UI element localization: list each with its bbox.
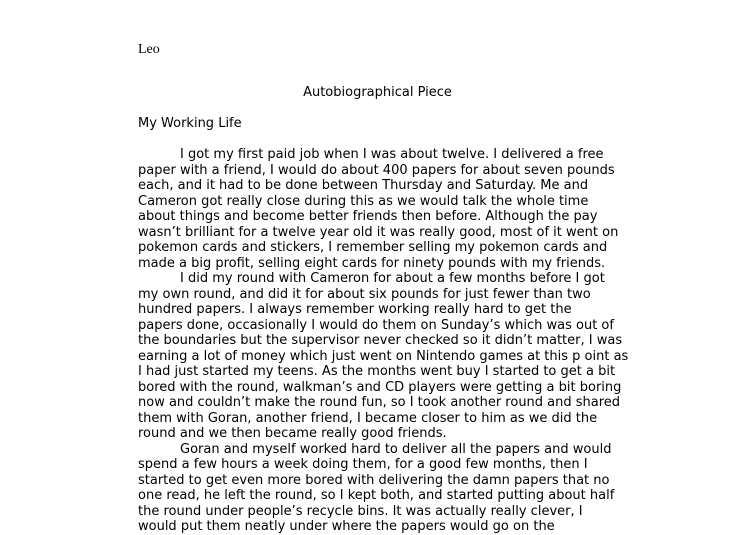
body-line: about things and become better friends then before. Although the pay (138, 209, 598, 224)
body-line: papers done, occasionally I would do them on Sunday’s which was out of (138, 317, 614, 333)
body-line: started to get even more bored with delivering the damn papers that no (138, 472, 610, 488)
body-line: one read, he left the round, so I kept both, and started putting about half (138, 488, 615, 503)
body-line: I got my first paid job when I was about twelve. I delivered a free (180, 147, 604, 162)
body-line: the round under people’s recycle bins. It was actually really clever, I (138, 503, 583, 519)
body-line: pokemon cards and stickers, I remember selling my pokemon cards and (138, 240, 608, 255)
document-subtitle: My Working Life (138, 116, 242, 131)
author-name: Leo (138, 42, 160, 57)
body-line: round and we then became really good friends. (138, 426, 447, 441)
body-line: I had just started my teens. As the months went buy I started to get a bit (138, 364, 616, 379)
body-line: hundred papers. I always remember working really hard to get the (138, 302, 572, 317)
body-line: paper with a friend, I would do about 400 papers for about seven pounds (138, 162, 615, 178)
body-line: Goran and myself worked hard to deliver all the papers and would (180, 441, 612, 457)
body-line: each, and it had to be done between Thursday and Saturday. Me and (138, 178, 589, 193)
body-text (138, 147, 738, 535)
body-line: bored with the round, walkman’s and CD players were getting a bit boring (138, 379, 622, 395)
body-line: them with Goran, another friend, I became closer to him as we did the (138, 410, 598, 426)
body-line: Cameron got really close during this as we would talk the whole time (138, 193, 589, 209)
body-line: the boundaries but the supervisor never checked so it didn’t matter, I was (138, 333, 623, 348)
body-line: made a big profit, selling eight cards for ninety pounds with my friends. (138, 255, 606, 271)
body-line: I did my round with Cameron for about a few months before I got (180, 271, 605, 286)
body-line: my own round, and did it for about six pounds for just fewer than two (138, 286, 591, 302)
body-line: spend a few hours a week doing them, for a good few months, then I (138, 457, 588, 472)
body-line: wasn’t brilliant for a twelve year old it was really good, most of it went on (138, 224, 619, 240)
body-line: earning a lot of money which just went on Nintendo games at this p oint as (138, 348, 629, 364)
body-line: would put them neatly under where the papers would go on the (138, 519, 555, 534)
body-line: now and couldn’t make the round fun, so I took another round and shared (138, 395, 621, 410)
document-title: Autobiographical Piece (303, 85, 452, 100)
